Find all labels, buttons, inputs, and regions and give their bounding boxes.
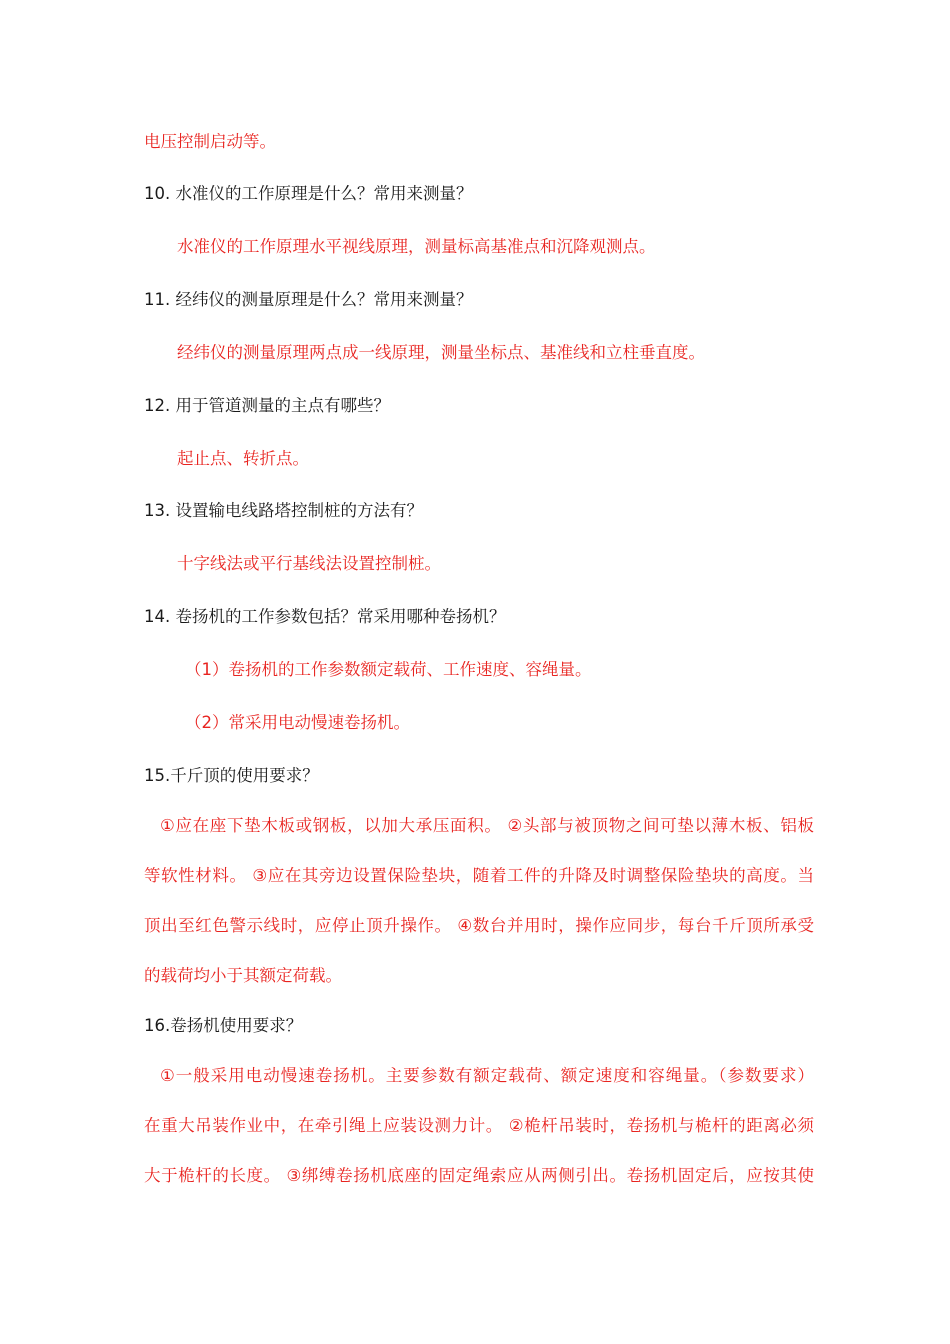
answer-15-line-2: 等软性材料。 ③应在其旁边设置保险垫块，随着工件的升降及时调整保险垫块的高度。当 [144, 866, 814, 885]
answer-13: 十字线法或平行基线法设置控制桩。 [177, 554, 441, 573]
question-14: 14. 卷扬机的工作参数包括？常采用哪种卷扬机？ [144, 607, 506, 626]
question-13: 13. 设置输电线路塔控制桩的方法有？ [144, 501, 423, 520]
question-12: 12. 用于管道测量的主点有哪些？ [144, 396, 390, 415]
answer-15-line-3: 顶出至红色警示线时，应停止顶升操作。 ④数台并用时，操作应同步，每台千斤顶所承受 [144, 916, 814, 935]
question-11: 11. 经纬仪的测量原理是什么？常用来测量？ [144, 290, 473, 309]
answer-11: 经纬仪的测量原理两点成一线原理，测量坐标点、基准线和立柱垂直度。 [177, 343, 705, 362]
answer-14-part-2: （2）常采用电动慢速卷扬机。 [185, 713, 410, 732]
answer-10: 水准仪的工作原理水平视线原理，测量标高基准点和沉降观测点。 [177, 237, 656, 256]
question-15: 15.千斤顶的使用要求？ [144, 766, 319, 785]
answer-16-line-1: ①一般采用电动慢速卷扬机。主要参数有额定载荷、额定速度和容绳量。（参数要求） [160, 1066, 814, 1085]
question-10: 10. 水准仪的工作原理是什么？常用来测量？ [144, 184, 473, 203]
question-16: 16.卷扬机使用要求？ [144, 1016, 303, 1035]
answer-14-part-1: （1）卷扬机的工作参数额定载荷、工作速度、容绳量。 [185, 660, 592, 679]
answer-16-line-3: 大于桅杆的长度。 ③绑缚卷扬机底座的固定绳索应从两侧引出。卷扬机固定后，应按其使 [144, 1166, 814, 1185]
answer-9-continuation: 电压控制启动等。 [144, 132, 276, 151]
answer-16-line-2: 在重大吊装作业中，在牵引绳上应装设测力计。 ②桅杆吊装时，卷扬机与桅杆的距离必须 [144, 1116, 814, 1135]
answer-15-line-4: 的载荷均小于其额定荷载。 [144, 966, 342, 985]
answer-15-line-1: ①应在座下垫木板或钢板，以加大承压面积。 ②头部与被顶物之间可垫以薄木板、铝板 [160, 816, 814, 835]
answer-12: 起止点、转折点。 [177, 449, 309, 468]
